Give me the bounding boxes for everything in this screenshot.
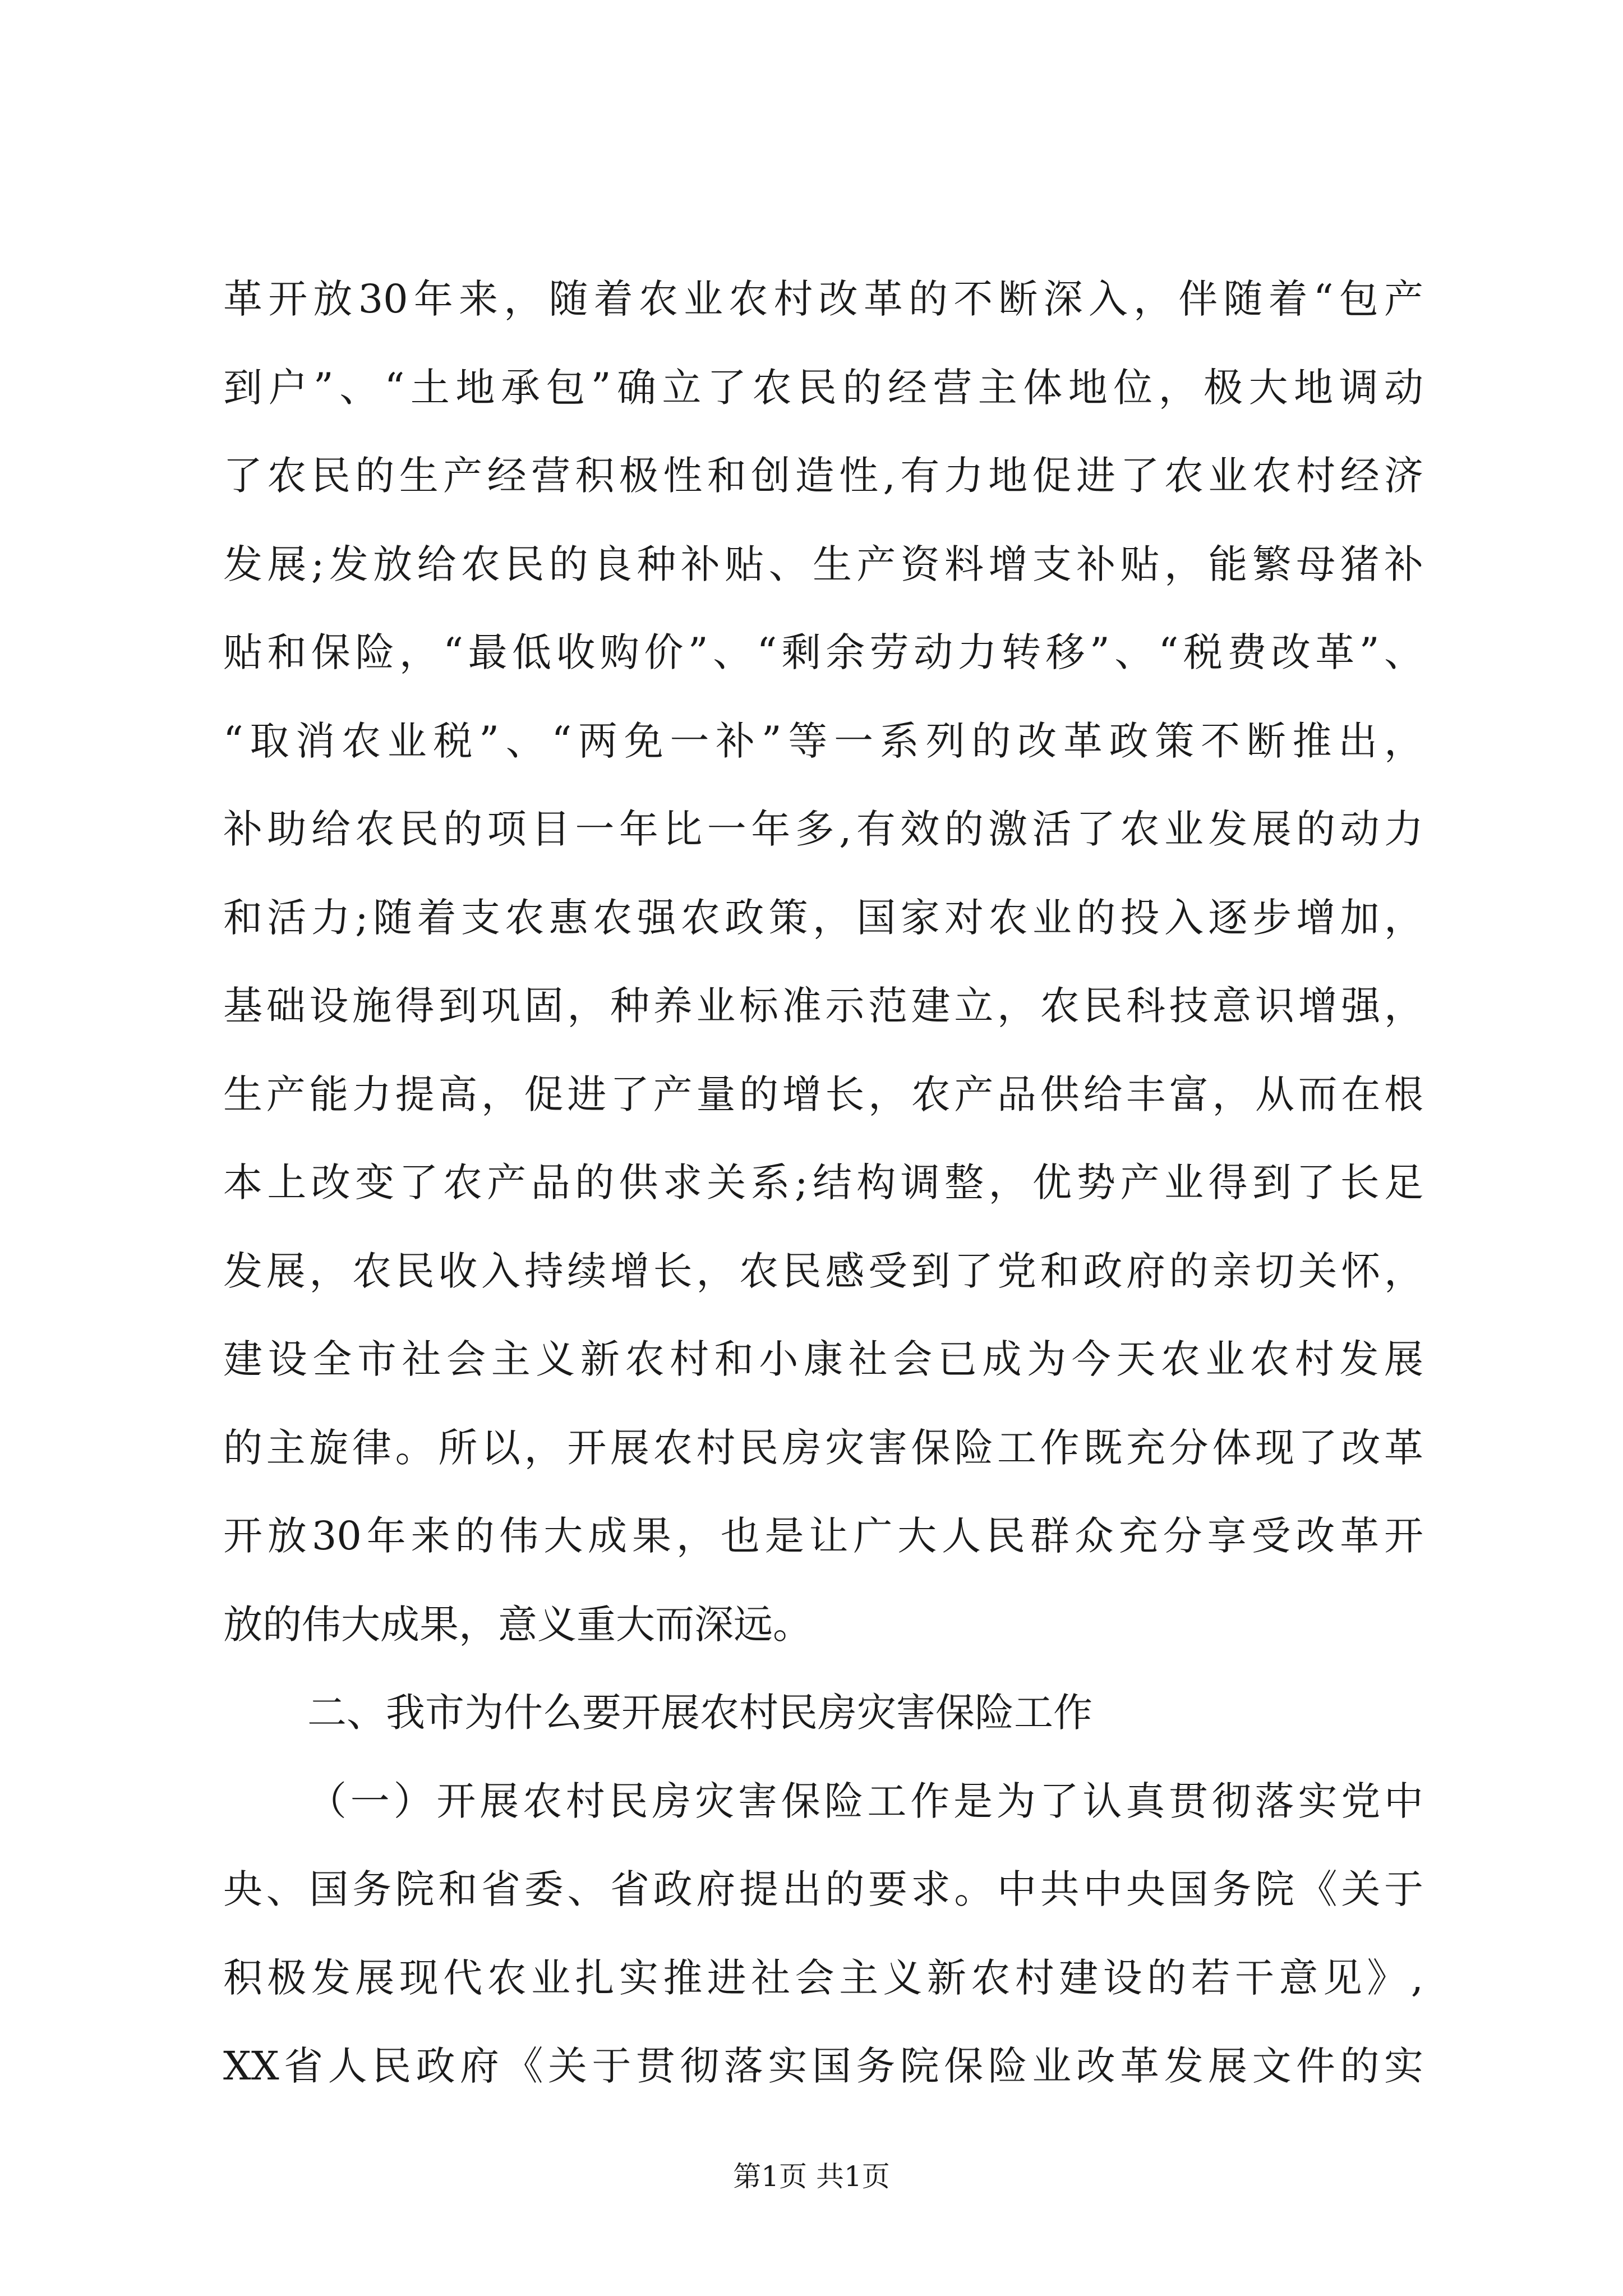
text-line: 革开放30年来，随着农业农村改革的不断深入，伴随着“包产 (223, 276, 1423, 322)
text-line: 本上改变了农产品的供求关系;结构调整，优势产业得到了长足 (223, 1159, 1423, 1205)
page-footer: 第1页 共1页 (733, 2160, 890, 2193)
text-line: 央、国务院和省委、省政府提出的要求。中共中央国务院《关于 (223, 1866, 1423, 1912)
text-line: 到户”、“土地承包”确立了农民的经营主体地位，极大地调动 (223, 364, 1423, 411)
text-line: 补助给农民的项目一年比一年多,有效的激活了农业发展的动力 (223, 806, 1423, 852)
text-line: 和活力;随着支农惠农强农政策，国家对农业的投入逐步增加， (223, 894, 1423, 941)
body-text (223, 255, 1423, 2111)
text-line: 生产能力提高，促进了产量的增长，农产品供给丰富，从而在根 (223, 1071, 1423, 1117)
text-line: 的主旋律。所以，开展农村民房灾害保险工作既充分体现了改革 (223, 1424, 1423, 1471)
text-line: 贴和保险，“最低收购价”、“剩余劳动力转移”、“税费改革”、 (223, 629, 1423, 675)
text-line: “取消农业税”、“两免一补”等一系列的改革政策不断推出， (223, 717, 1423, 764)
text-line: 发展，农民收入持续增长，农民感受到了党和政府的亲切关怀， (223, 1248, 1423, 1294)
text-line: XX省人民政府《关于贯彻落实国务院保险业改革发展文件的实 (223, 2043, 1423, 2089)
text-line: （一）开展农村民房灾害保险工作是为了认真贯彻落实党中 (307, 1778, 1423, 1824)
text-line: 建设全市社会主义新农村和小康社会已成为今天农业农村发展 (223, 1336, 1423, 1382)
text-line: 开放30年来的伟大成果，也是让广大人民群众充分享受改革开 (223, 1513, 1423, 1559)
text-line: 基础设施得到巩固，种养业标准示范建立，农民科技意识增强， (223, 983, 1423, 1029)
text-line: 了农民的生产经营积极性和创造性,有力地促进了农业农村经济 (223, 453, 1423, 499)
text-line: 放的伟大成果，意义重大而深远。 (223, 1601, 812, 1648)
text-line: 发展;发放给农民的良种补贴、生产资料增支补贴，能繁母猪补 (223, 541, 1423, 587)
text-line: 积极发展现代农业扎实推进社会主义新农村建设的若干意见》, (223, 1954, 1423, 2001)
section-heading: 二、我市为什么要开展农村民房灾害保险工作 (307, 1690, 1092, 1736)
